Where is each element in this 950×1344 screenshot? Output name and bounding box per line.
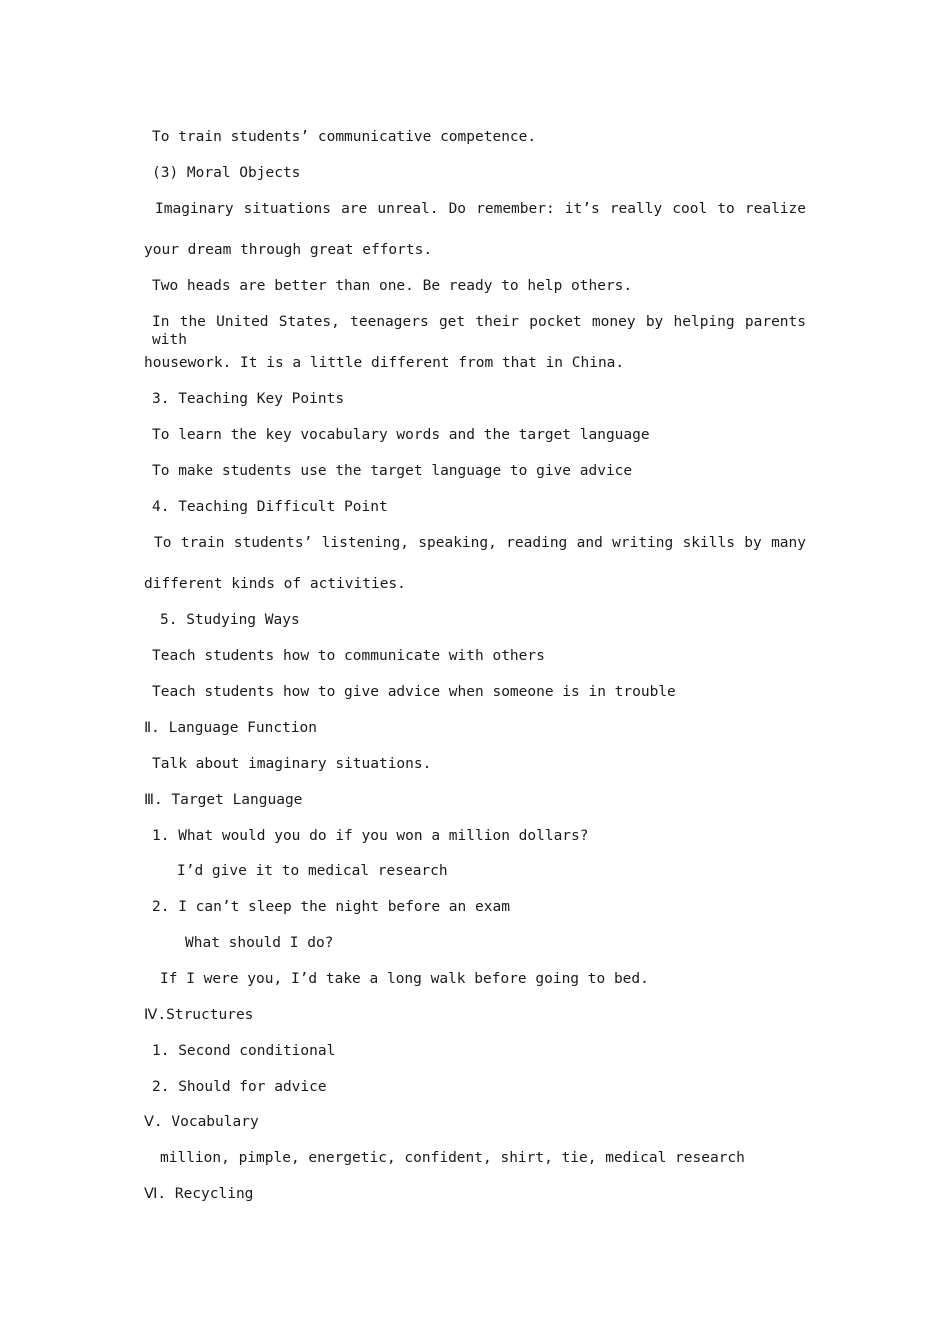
section-heading: Ⅵ. Recycling — [144, 1186, 254, 1202]
text-line: your dream through great efforts. — [144, 242, 433, 258]
text-line: 1. What would you do if you won a million dollars? — [152, 828, 589, 844]
text-line: different kinds of activities. — [144, 576, 406, 592]
text-line: million, pimple, energetic, confident, shirt, tie, medical research — [160, 1150, 745, 1166]
text-line: In the United States, teenagers get their pocket money by helping parents with — [152, 314, 806, 348]
text-line: To make students use the target language to give advice — [152, 463, 633, 479]
text-line: Teach students how to give advice when someone is in trouble — [152, 684, 676, 700]
section-heading: Ⅲ. Target Language — [144, 792, 303, 808]
text-line: Talk about imaginary situations. — [152, 756, 432, 772]
section-heading: 5. Studying Ways — [160, 612, 300, 628]
text-line: Imaginary situations are unreal. Do remember: it’s really cool to realize — [155, 201, 806, 217]
text-line: 2. I can’t sleep the night before an exam — [152, 899, 510, 915]
text-line: I’d give it to medical research — [177, 863, 448, 879]
section-heading: Ⅱ. Language Function — [144, 720, 318, 736]
text-line: 1. Second conditional — [152, 1043, 336, 1059]
text-line: 2. Should for advice — [152, 1079, 327, 1095]
text-line: What should I do? — [185, 935, 334, 951]
text-line: If I were you, I’d take a long walk before going to bed. — [160, 971, 649, 987]
text-line: (3) Moral Objects — [152, 165, 301, 181]
section-heading: 4. Teaching Difficult Point — [152, 499, 388, 515]
section-heading: Ⅳ.Structures — [144, 1007, 254, 1023]
text-line: To train students’ communicative competence. — [152, 129, 537, 145]
text-line: To learn the key vocabulary words and the target language — [152, 427, 650, 443]
text-line: Teach students how to communicate with others — [152, 648, 545, 664]
text-line: housework. It is a little different from that in China. — [144, 355, 625, 371]
text-line: Two heads are better than one. Be ready to help others. — [152, 278, 633, 294]
text-line: To train students’ listening, speaking, reading and writing skills by many — [154, 535, 806, 551]
section-heading: 3. Teaching Key Points — [152, 391, 345, 407]
section-heading: Ⅴ. Vocabulary — [144, 1114, 259, 1130]
